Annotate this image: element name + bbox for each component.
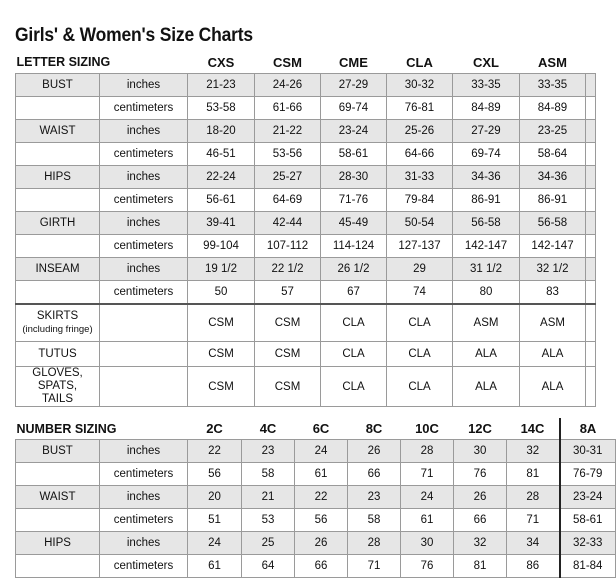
size-value: 66 [295,555,348,578]
size-value: 20 [188,486,242,509]
letter-sizing-body [16,74,596,407]
size-value: CSM [255,304,321,342]
accessory-name: TUTUS [38,347,77,360]
measure-label [16,555,100,578]
size-value: 56-61 [188,189,255,212]
measure-label [16,189,100,212]
size-value: ASM [453,304,520,342]
size-value: 24 [295,440,348,463]
size-value: 84-89 [520,97,586,120]
size-value: 76 [454,463,507,486]
table-row [16,97,596,120]
size-value: 79-84 [387,189,453,212]
size-value: 69-74 [321,97,387,120]
table-row [16,166,596,189]
size-header: 6C [312,421,330,436]
unit-label [100,367,188,407]
size-value: 45-49 [321,212,387,235]
size-value: 25-27 [255,166,321,189]
table-row [16,74,596,97]
size-value: 26 [454,486,507,509]
size-value: 51 [188,509,242,532]
accessory-label [16,304,100,342]
size-value: 58-61 [321,143,387,166]
size-value: 22 [188,440,242,463]
size-value: 32 [507,440,560,463]
table-row [16,440,616,463]
measure-label: HIPS [16,532,100,555]
size-header: 8A [560,418,616,440]
measure-label: BUST [16,440,100,463]
table-row [16,120,596,143]
size-value: 25-26 [387,120,453,143]
unit-label: centimeters [100,281,188,305]
size-value: 56 [295,509,348,532]
table-row [16,509,616,532]
size-value: 57 [255,281,321,305]
size-value: 61 [295,463,348,486]
size-value: 61-66 [255,97,321,120]
unit-label: inches [100,74,188,97]
table-edge-cell [586,97,596,120]
size-value: CSM [255,342,321,367]
size-value: ALA [520,342,586,367]
size-value: ALA [453,342,520,367]
unit-label: inches [100,212,188,235]
size-value: 28 [401,440,454,463]
size-value: 84-89 [453,97,520,120]
table-row [16,143,596,166]
size-header: 14C [520,421,545,436]
table-edge-cell [586,281,596,305]
table-row [16,463,616,486]
table-row [16,342,596,367]
size-value: 26 [348,440,401,463]
table-row [16,304,596,342]
size-value: 50-54 [387,212,453,235]
measure-label [16,281,100,305]
unit-label: centimeters [100,143,188,166]
size-value: 24 [401,486,454,509]
size-value: 22 [295,486,348,509]
table-row [16,189,596,212]
accessory-name: GLOVES, SPATS, [32,367,83,392]
size-value: 23 [242,440,295,463]
measure-label [16,509,100,532]
size-value: ALA [453,367,520,407]
size-value: 30 [454,440,507,463]
size-value: 22 1/2 [255,258,321,281]
table-edge-cell [586,189,596,212]
size-value: 28 [507,486,560,509]
size-value: 34-36 [520,166,586,189]
number-sizing-table [15,418,616,578]
table-edge-cell [586,143,596,166]
size-value: 32 [454,532,507,555]
size-value: 127-137 [387,235,453,258]
size-value: 19 1/2 [188,258,255,281]
size-value: 34 [507,532,560,555]
accessory-label [16,367,100,407]
size-value: 30 [401,532,454,555]
unit-label: centimeters [100,235,188,258]
size-value: 58 [242,463,295,486]
table-row [16,258,596,281]
table-row [16,212,596,235]
size-header: CXS [207,54,235,70]
table-edge-cell [586,258,596,281]
size-value: 21-22 [255,120,321,143]
size-value: CLA [387,342,453,367]
size-header: 4C [259,421,277,436]
size-value: CLA [321,304,387,342]
measure-label: BUST [16,74,100,97]
size-value: 24-26 [255,74,321,97]
size-value: 142-147 [520,235,586,258]
accessory-label [16,342,100,367]
table-edge-cell [586,166,596,189]
size-value: 67 [321,281,387,305]
letter-sizing-table [15,51,596,407]
size-value: 23-24 [321,120,387,143]
size-value: 58-64 [520,143,586,166]
size-value: ALA [520,367,586,407]
size-value: CSM [188,367,255,407]
size-value: 71-76 [321,189,387,212]
table-edge-cell [586,120,596,143]
size-value: 80 [453,281,520,305]
size-value: 42-44 [255,212,321,235]
size-value: 58 [348,509,401,532]
accessory-subtitle: (including fringe) [22,324,93,335]
size-value: 114-124 [321,235,387,258]
measure-label: INSEAM [16,258,100,281]
size-value: 28 [348,532,401,555]
table-row [16,281,596,305]
unit-label: centimeters [100,509,188,532]
size-value: 31 1/2 [453,258,520,281]
accessory-subtitle: TAILS [41,393,74,405]
size-value: 33-35 [520,74,586,97]
size-value: 33-35 [453,74,520,97]
table-row [16,367,596,407]
accessory-name: SKIRTS [36,310,79,322]
size-value: CLA [387,304,453,342]
size-value: 46-51 [188,143,255,166]
table-edge-cell [586,304,596,342]
unit-label: inches [100,532,188,555]
size-value: 64-69 [255,189,321,212]
unit-label: inches [100,166,188,189]
size-value: 76-81 [387,97,453,120]
letter-section-title: LETTER SIZING [16,55,111,69]
size-value: CSM [188,304,255,342]
size-header: CME [339,54,368,70]
size-value: 27-29 [321,74,387,97]
size-value: 29 [387,258,453,281]
size-value: 61 [188,555,242,578]
size-value: CSM [255,367,321,407]
size-value: 56 [188,463,242,486]
unit-label: inches [100,258,188,281]
unit-label: centimeters [100,555,188,578]
size-value: CLA [321,342,387,367]
number-section-title: NUMBER SIZING [16,421,117,436]
unit-label [100,342,188,367]
size-value: CLA [321,367,387,407]
unit-label: inches [100,486,188,509]
size-value: 32 1/2 [520,258,586,281]
size-value: 21 [242,486,295,509]
size-header: CLA [406,54,433,70]
size-value: 142-147 [453,235,520,258]
size-value: 24 [188,532,242,555]
size-value: 66 [454,509,507,532]
table-edge-cell [586,74,596,97]
size-value: 53-56 [255,143,321,166]
page-title: Girls' & Women's Size Charts [15,25,253,46]
size-value: 27-29 [453,120,520,143]
size-header: CSM [273,54,302,70]
size-value: 26 [295,532,348,555]
size-value: 99-104 [188,235,255,258]
unit-label [100,304,188,342]
measure-label [16,235,100,258]
table-row [16,235,596,258]
size-value: 107-112 [255,235,321,258]
size-value: 64-66 [387,143,453,166]
table-edge-cell [586,212,596,235]
size-value: 23-25 [520,120,586,143]
size-header: 2C [206,421,223,436]
size-value: 76-79 [560,463,616,486]
measure-label [16,143,100,166]
size-value: 66 [348,463,401,486]
unit-label: centimeters [100,189,188,212]
size-value: 81-84 [560,555,616,578]
table-edge-cell [586,342,596,367]
table-edge-cell [586,367,596,407]
size-value: 30-32 [387,74,453,97]
size-value: 50 [188,281,255,305]
table-row [16,532,616,555]
size-value: 86 [507,555,560,578]
size-value: 53 [242,509,295,532]
size-value: 28-30 [321,166,387,189]
unit-label: inches [100,440,188,463]
size-value: 71 [401,463,454,486]
size-value: 86-91 [520,189,586,212]
measure-label [16,97,100,120]
measure-label [16,463,100,486]
size-header [586,51,596,74]
size-value: 26 1/2 [321,258,387,281]
size-value: ASM [520,304,586,342]
number-sizing-body [16,440,616,578]
size-value: 64 [242,555,295,578]
size-header: CXL [473,54,499,70]
size-value: 23-24 [560,486,616,509]
unit-label: centimeters [100,97,188,120]
size-header: 10C [415,421,439,436]
size-value: 34-36 [453,166,520,189]
unit-label: inches [100,120,188,143]
measure-label: HIPS [16,166,100,189]
size-value: 83 [520,281,586,305]
size-header: 12C [468,421,492,436]
size-header: 8C [365,421,383,436]
size-value: 32-33 [560,532,616,555]
size-value: 71 [348,555,401,578]
size-value: 31-33 [387,166,453,189]
size-value: 30-31 [560,440,616,463]
size-value: 81 [507,463,560,486]
size-value: 21-23 [188,74,255,97]
table-edge-cell [586,235,596,258]
unit-label: centimeters [100,463,188,486]
size-header: ASM [538,54,567,70]
size-value: 56-58 [453,212,520,235]
size-value: CLA [387,367,453,407]
size-value: 74 [387,281,453,305]
size-value: 23 [348,486,401,509]
size-value: 25 [242,532,295,555]
table-row [16,555,616,578]
size-value: 61 [401,509,454,532]
size-value: 69-74 [453,143,520,166]
size-value: 81 [454,555,507,578]
size-value: 76 [401,555,454,578]
size-value: CSM [188,342,255,367]
size-value: 53-58 [188,97,255,120]
measure-label: GIRTH [16,212,100,235]
size-value: 56-58 [520,212,586,235]
size-value: 71 [507,509,560,532]
size-value: 22-24 [188,166,255,189]
measure-label: WAIST [16,486,100,509]
table-row [16,486,616,509]
size-value: 18-20 [188,120,255,143]
size-value: 58-61 [560,509,616,532]
size-value: 39-41 [188,212,255,235]
measure-label: WAIST [16,120,100,143]
size-value: 86-91 [453,189,520,212]
